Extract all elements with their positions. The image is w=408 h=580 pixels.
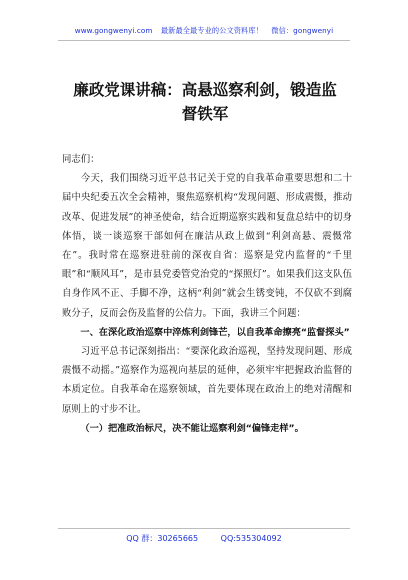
page-footer bbox=[0, 533, 408, 544]
header-wechat: 微信：gongwenyi bbox=[271, 26, 334, 35]
page-header bbox=[0, 26, 408, 36]
paragraph-2: 习近平总书记深刻指出：“要深化政治巡视，坚持发现问题、形成震慑不动摇。”巡察作为巡视向基层的延伸，必须牢牢把握政治监督的本质定位。自我革命在巡察领域，首先要体现在政治上的绝对清醒和原则上的寸步不让。 bbox=[62, 346, 352, 415]
subsection-heading-1: （一）把准政治标尺，决不能让巡察利剑“偏锋走样”。 bbox=[80, 422, 304, 434]
footer-divider bbox=[58, 528, 350, 529]
document-body bbox=[62, 150, 352, 438]
header-slogan: 最新最全最专业的公文资料库！ bbox=[160, 26, 263, 35]
section-heading-1: 一、在深化政治巡察中淬炼利剑锋芒，以自我革命擦亮“监督探头” bbox=[80, 326, 350, 338]
greeting: 同志们： bbox=[62, 154, 100, 165]
document-title: 廉政党课讲稿：高悬巡察利剑，锻造监督铁军 bbox=[73, 81, 337, 123]
footer-qq: QQ:535304092 bbox=[220, 534, 282, 543]
footer-qq-group: QQ 群：30265665 bbox=[126, 534, 199, 543]
header-divider bbox=[58, 40, 350, 41]
paragraph-1: 今天，我们围绕习近平总书记关于党的自我革命重要思想和二十届中央纪委五次全会精神，聚焦巡察机构“发现问题、形成震慑，推动改革、促进发展”的神圣使命，结合近期巡察实践和复盘总结中的切身体悟，谈一谈巡察干部如何在廉洁从政上做到“利剑高悬、震慑常在”。我时常在巡察进驻前的深夜自省：巡察是党内监督的“千里眼”和“顺风耳”，是市县党委管党治党的“探照灯”。如果我们这支队伍自身作风不正、手脚不净，这柄“利剑”就会生锈变钝，不仅砍不到腐败分子，反而会伤及监督的公信力。下面，我讲三个问题： bbox=[62, 173, 352, 319]
header-site[interactable]: www.gongwenyi.com bbox=[74, 26, 153, 35]
